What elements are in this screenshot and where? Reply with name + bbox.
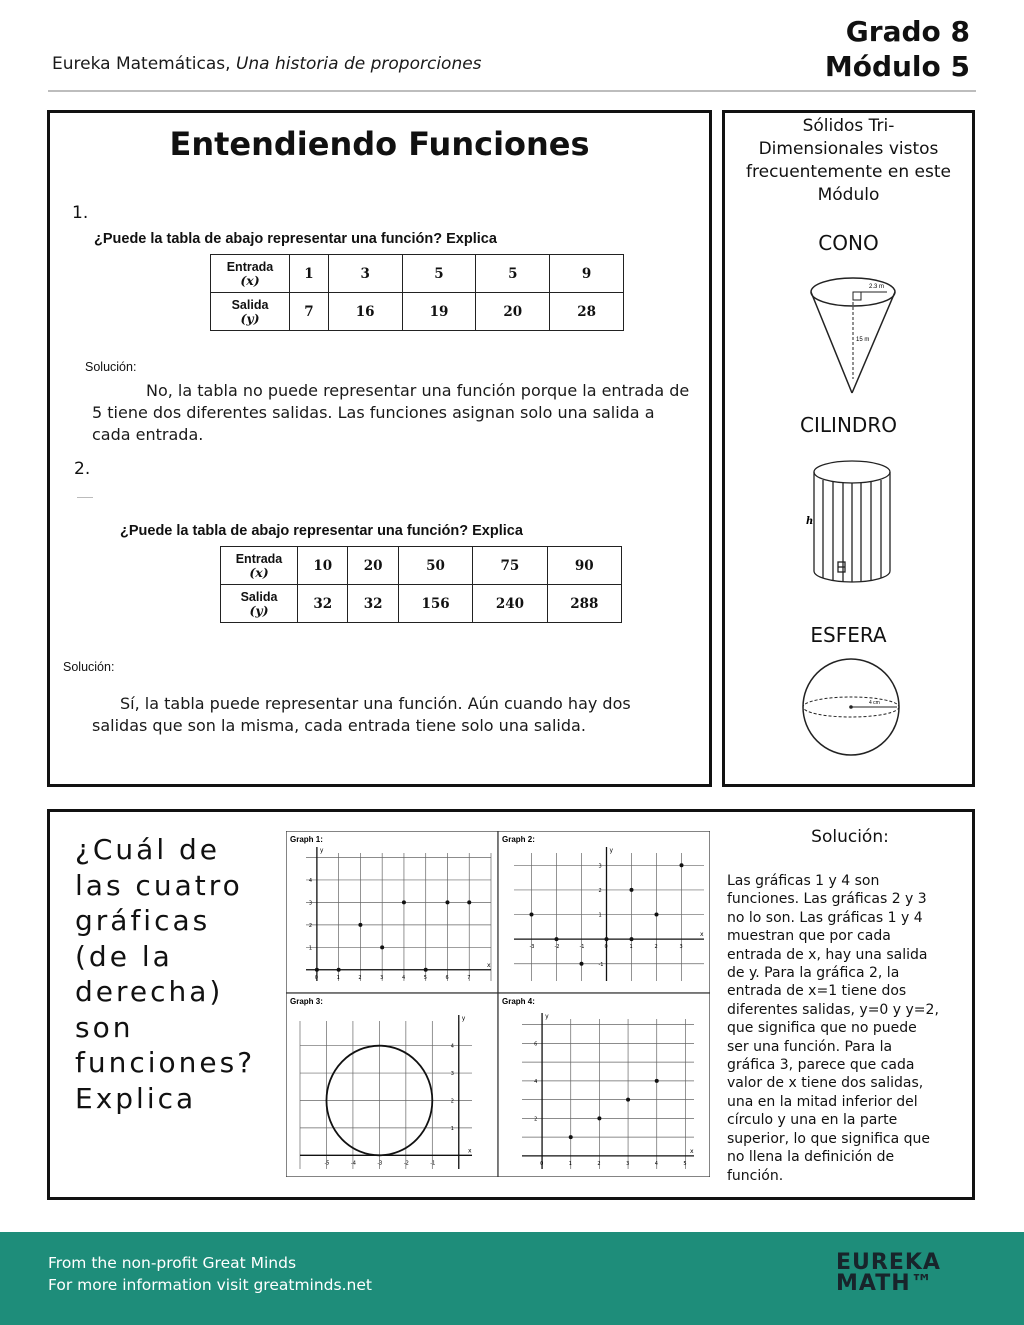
data-point — [630, 888, 634, 892]
problem-1-number: 1. — [72, 203, 89, 223]
x-tick-label: 1 — [629, 944, 633, 951]
x-tick-label: 2 — [597, 1160, 601, 1167]
table-cell: 19 — [402, 293, 476, 331]
table-row — [211, 255, 624, 293]
y-axis-label: y — [609, 847, 614, 854]
problem-2-question: ¿Puede la tabla de abajo representar una función? Explica — [120, 523, 523, 539]
x-tick-label: 3 — [380, 974, 384, 981]
graphs-figure — [286, 831, 710, 1177]
data-point — [597, 1116, 601, 1120]
y-tick-label: 2 — [450, 1098, 454, 1105]
solids-title: Sólidos Tri-Dimensionales vistos frecuentemente en este Módulo — [746, 116, 951, 205]
y-tick-label: 4 — [308, 877, 313, 884]
table-cell: 20 — [348, 547, 398, 585]
x-tick-label: 1 — [568, 1160, 572, 1167]
cylinder-icon — [801, 458, 901, 586]
table-cell: 288 — [547, 585, 621, 623]
data-point — [655, 913, 659, 917]
x-axis-label: x — [690, 1147, 694, 1155]
input-row-label: Entrada (x) — [221, 547, 298, 585]
y-tick-label: 1 — [598, 912, 602, 919]
x-tick-label: 1 — [336, 974, 340, 981]
data-point — [569, 1135, 573, 1139]
table-cell: 156 — [398, 585, 472, 623]
table-row — [221, 585, 622, 623]
graph-title: Graph 3: — [290, 997, 323, 1006]
data-point — [337, 968, 341, 972]
grade-module — [825, 14, 970, 84]
grade-label: Grado 8 — [845, 15, 970, 48]
y-tick-label: 3 — [598, 863, 602, 870]
understanding-functions-panel — [47, 110, 712, 787]
x-tick-label: 5 — [683, 1160, 687, 1167]
x-tick-label: 0 — [314, 974, 319, 981]
table-cell: 32 — [298, 585, 348, 623]
eureka-math-logo — [836, 1252, 946, 1296]
problem-2-table — [220, 546, 622, 623]
x-tick-label: -3 — [377, 1160, 383, 1167]
data-point — [380, 945, 384, 949]
x-tick-label: -5 — [324, 1160, 330, 1167]
course-title — [52, 54, 482, 74]
problem-1-solution: No, la tabla no puede representar una función porque la entrada de 5 tiene dos diferentes salidas. Las funciones asignan solo una salida a cada entrada. — [92, 381, 690, 444]
data-point — [605, 937, 609, 941]
data-point — [358, 923, 362, 927]
x-tick-label: -4 — [350, 1160, 356, 1167]
data-point — [555, 937, 559, 941]
x-tick-label: -3 — [529, 944, 535, 951]
y-tick-label: 4 — [534, 1078, 538, 1085]
sphere-icon — [799, 657, 903, 757]
graph-title: Graph 4: — [502, 997, 535, 1006]
sphere-label: ESFERA — [810, 623, 887, 647]
data-point — [580, 962, 584, 966]
table-cell: 28 — [550, 293, 624, 331]
cone-label: CONO — [818, 231, 879, 255]
y-tick-label: 6 — [534, 1041, 538, 1048]
problem-2-number: 2. — [74, 459, 91, 479]
x-axis-label: x — [700, 931, 704, 939]
logo-line-1: EUREKA — [836, 1250, 941, 1275]
data-point — [424, 968, 428, 972]
cone-icon — [805, 269, 905, 399]
table-cell: 5 — [476, 255, 550, 293]
x-tick-label: 4 — [654, 1160, 658, 1167]
y-tick-label: 3 — [450, 1071, 454, 1078]
y-tick-label: 4 — [450, 1043, 454, 1050]
table-cell: 32 — [348, 585, 398, 623]
data-point — [680, 863, 684, 867]
output-row-label: Salida (y) — [221, 585, 298, 623]
table-cell: 16 — [328, 293, 402, 331]
data-point — [315, 968, 319, 972]
output-row-label: Salida (y) — [211, 293, 290, 331]
x-tick-label: 7 — [467, 974, 471, 981]
table-cell: 50 — [398, 547, 472, 585]
footer-line-2: For more information visit greatminds.net — [48, 1276, 372, 1294]
table-cell: 10 — [298, 547, 348, 585]
problem-1-table — [210, 254, 624, 331]
x-tick-label: -1 — [430, 1160, 436, 1167]
x-tick-label: -2 — [403, 1160, 409, 1167]
table-cell: 3 — [328, 255, 402, 293]
data-point — [530, 913, 534, 917]
x-tick-label: -2 — [554, 944, 560, 951]
problem-1-question: ¿Puede la tabla de abajo representar una función? Explica — [94, 231, 497, 247]
y-axis-label: y — [461, 1015, 466, 1022]
y-tick-label: 1 — [450, 1125, 454, 1132]
cylinder-height-label: h — [806, 516, 814, 527]
data-point — [626, 1098, 630, 1102]
graph-1 — [286, 831, 498, 993]
logo-line-2: MATH™ — [836, 1271, 934, 1296]
graph-4 — [498, 993, 710, 1177]
data-point — [445, 900, 449, 904]
graphs-question-panel — [47, 809, 975, 1200]
table-cell: 20 — [476, 293, 550, 331]
solids-panel — [722, 110, 975, 787]
x-tick-label: -1 — [579, 944, 585, 951]
y-tick-label: 2 — [534, 1116, 538, 1123]
footer — [0, 1232, 1024, 1325]
y-tick-label: -1 — [598, 961, 604, 968]
x-tick-label: 6 — [445, 974, 449, 981]
x-tick-label: 0 — [604, 944, 608, 951]
x-axis-label: x — [468, 1147, 472, 1155]
table-cell: 90 — [547, 547, 621, 585]
graph-frame — [498, 831, 710, 993]
x-tick-label: 0 — [540, 1160, 544, 1167]
cone-radius-label: 2.3 m — [869, 284, 885, 290]
footer-line-1: From the non-profit Great Minds — [48, 1254, 297, 1272]
course-name: Eureka Matemáticas, — [52, 54, 231, 74]
data-point — [402, 900, 406, 904]
table-cell: 9 — [550, 255, 624, 293]
graph-frame — [286, 993, 498, 1177]
data-point — [655, 1079, 659, 1083]
cone-height-label: 15 m — [856, 337, 870, 343]
input-row-label: Entrada (x) — [211, 255, 290, 293]
x-tick-label: 2 — [358, 974, 362, 981]
cylinder-label: CILINDRO — [800, 413, 897, 437]
x-tick-label: 3 — [626, 1160, 630, 1167]
graph-title: Graph 2: — [502, 835, 535, 844]
data-point — [630, 937, 634, 941]
data-point — [467, 900, 471, 904]
problem-1-solution-label: Solución: — [85, 360, 137, 374]
table-row — [221, 547, 622, 585]
table-cell: 1 — [290, 255, 329, 293]
graph-title: Graph 1: — [290, 835, 323, 844]
divider — [77, 497, 93, 498]
y-axis-label: y — [545, 1013, 549, 1020]
course-subtitle: Una historia de proporciones — [235, 54, 482, 74]
graphs-solution-label: Solución: — [811, 827, 889, 847]
graph-frame — [498, 993, 710, 1177]
problem-2-solution: Sí, la tabla puede representar una función. Aún cuando hay dos salidas que son la misma, cada entrada tiene solo una salida. — [92, 694, 631, 735]
graphs-solution: Las gráficas 1 y 4 son funciones. Las gráficas 2 y 3 no lo son. Las gráficas 1 y 4 muestran que por cada entrada de x, hay una salida de y. Para la gráfica 2, la entrada de x=1 tiene dos diferentes salidas, y=0 y y=2, que significa que no puede ser una función. Para la gráfica 3, parece que cada valor de x tiene dos salidas, una en la mitad inferior del círculo y una en la parte superior, lo que significa que no llena la definición de función. — [727, 873, 939, 1184]
sphere-radius-label: 4 cm — [869, 700, 880, 706]
y-axis-label: y — [319, 847, 324, 854]
problem-2-solution-label: Solución: — [63, 660, 115, 674]
panel-title: Entendiendo Funciones — [169, 125, 590, 163]
header-divider — [48, 90, 976, 92]
table-cell: 240 — [473, 585, 547, 623]
x-tick-label: 3 — [679, 944, 683, 951]
y-tick-label: 2 — [598, 887, 602, 894]
x-axis-label: x — [487, 961, 491, 969]
graphs-question: ¿Cuál de las cuatro gráficas (de la derecha) son funciones? Explica — [75, 833, 256, 1115]
table-cell: 5 — [402, 255, 476, 293]
y-tick-label: 2 — [308, 922, 313, 929]
table-cell: 75 — [473, 547, 547, 585]
table-cell: 7 — [290, 293, 329, 331]
graph-3 — [286, 993, 498, 1177]
module-label: Módulo 5 — [824, 50, 970, 83]
y-tick-label: 3 — [308, 900, 313, 907]
x-tick-label: 2 — [654, 944, 658, 951]
table-row — [211, 293, 624, 331]
x-tick-label: 4 — [401, 974, 406, 981]
x-tick-label: 5 — [423, 974, 427, 981]
graph-2 — [498, 831, 710, 993]
y-tick-label: 1 — [308, 945, 313, 952]
